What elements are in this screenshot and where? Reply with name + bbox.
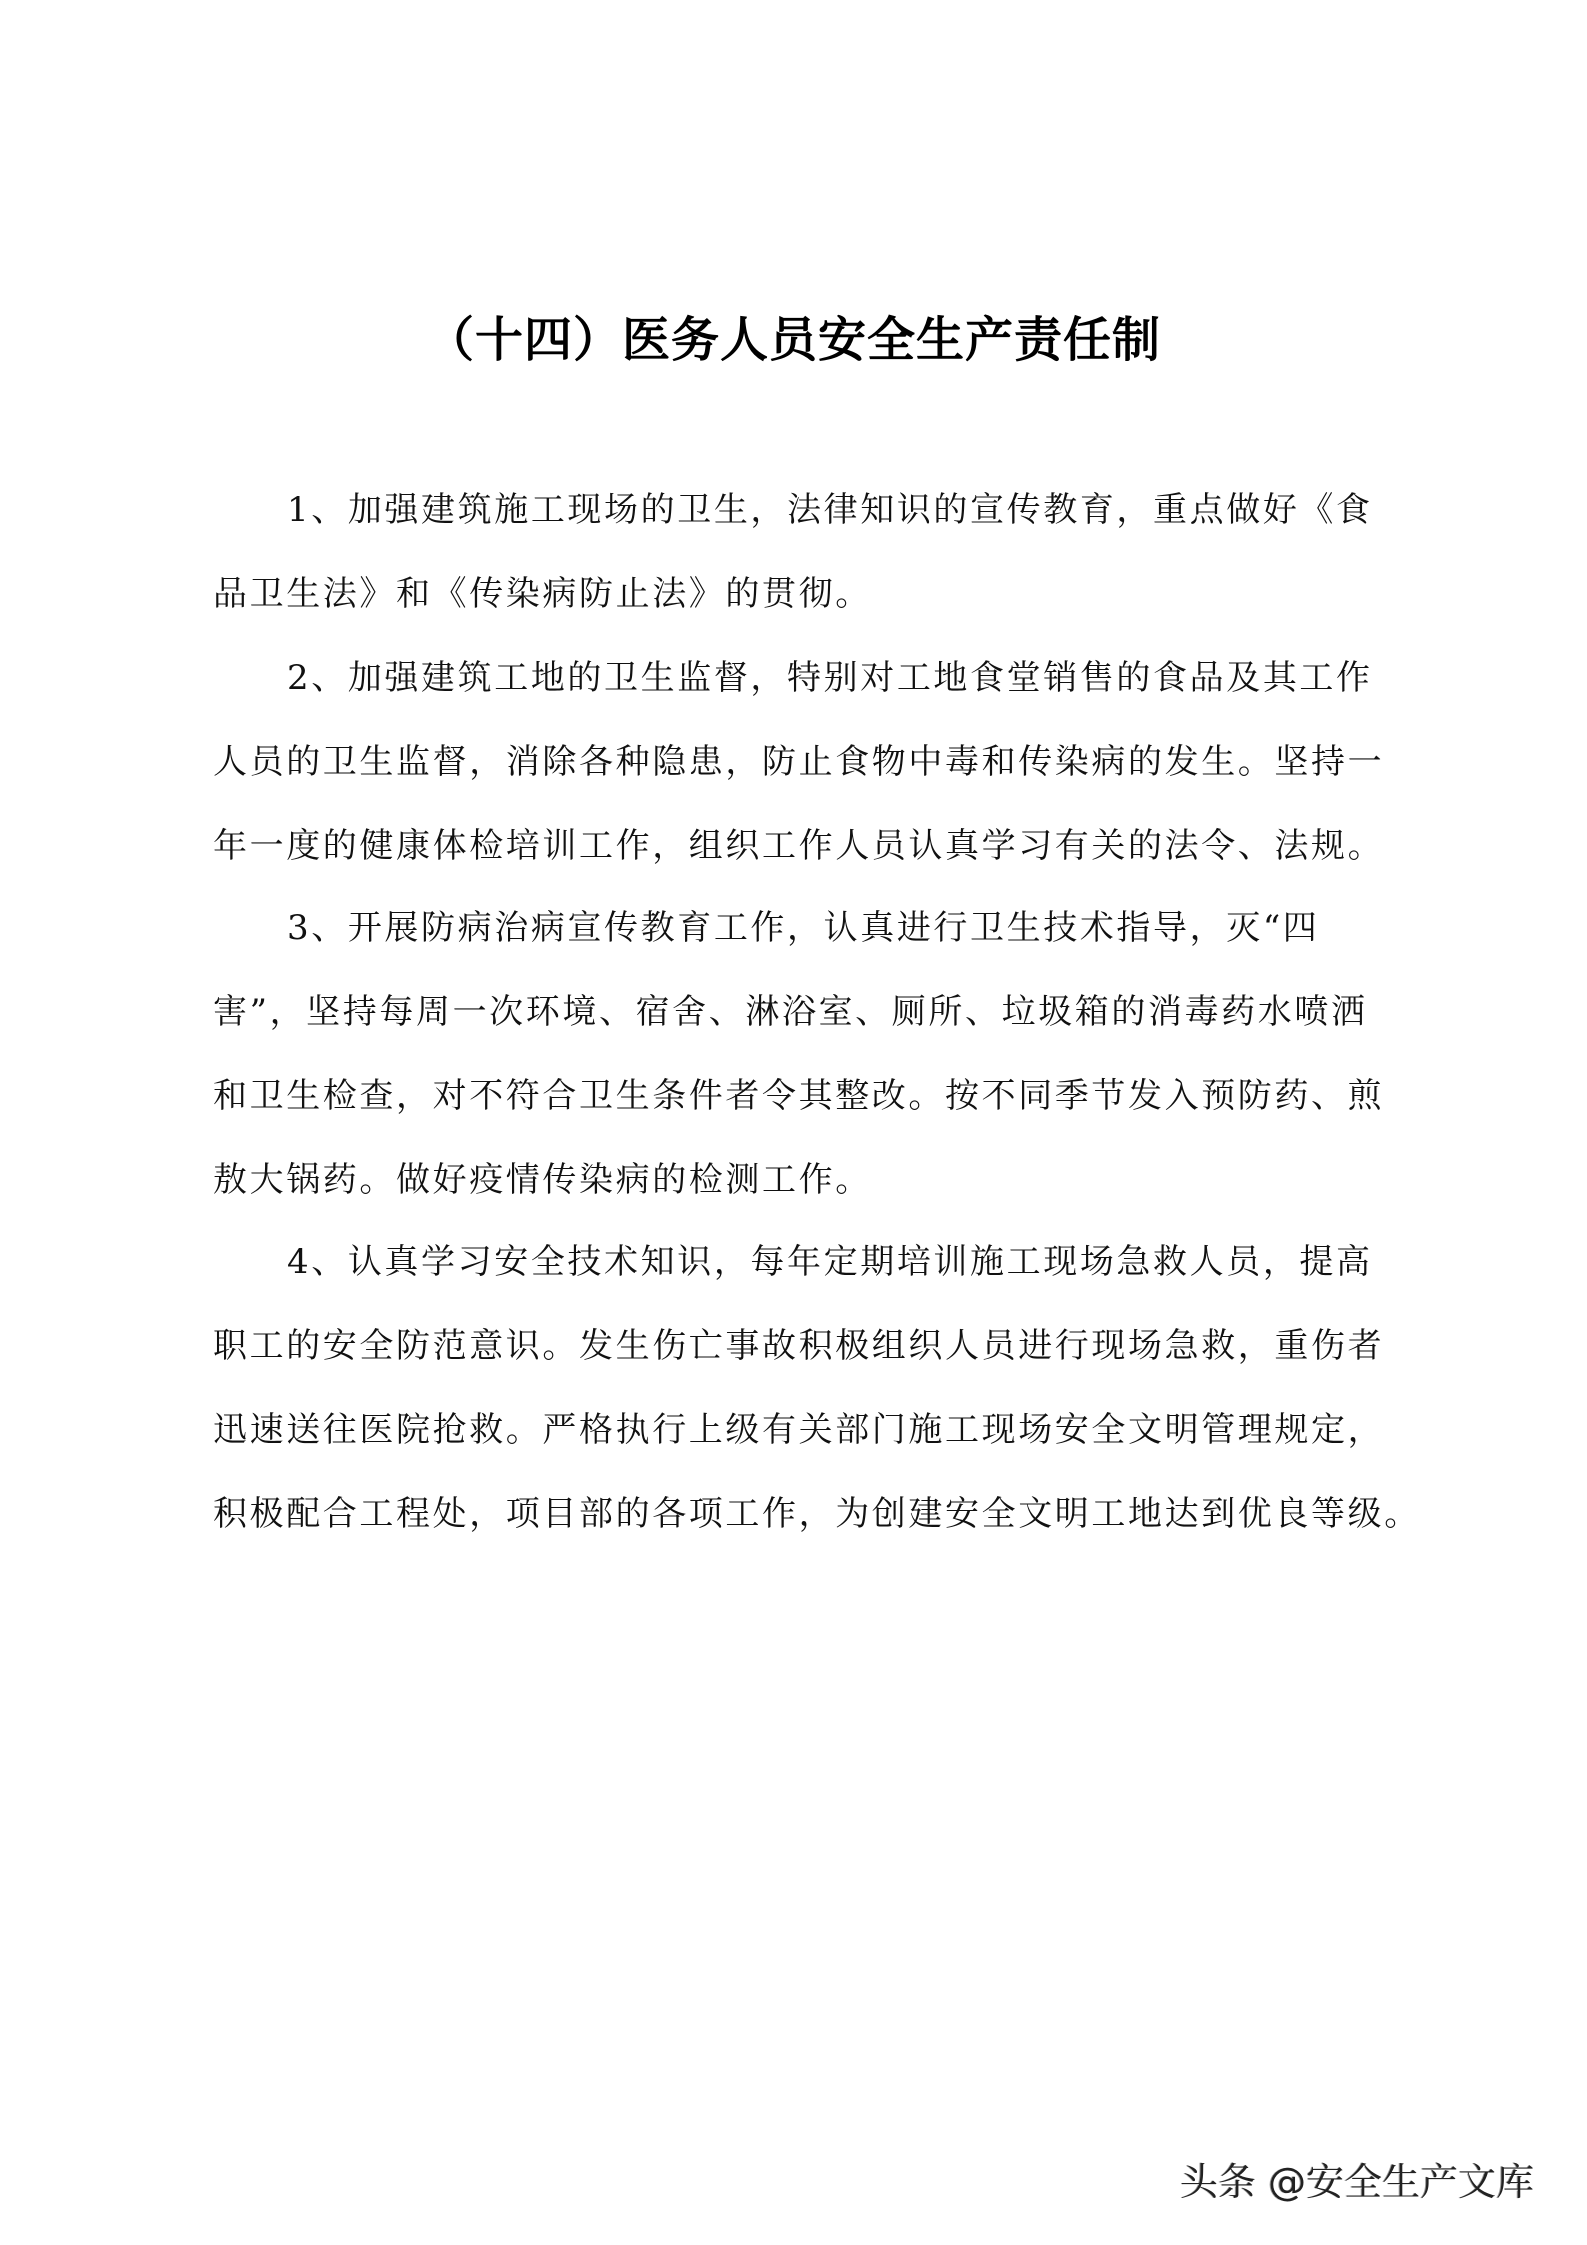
watermark: 头条 @安全生产文库 — [1180, 2160, 1535, 2204]
paragraph-1-line-2: 品卫生法》和《传染病防止法》的贯彻。 — [213, 574, 872, 614]
paragraph-3-line-4: 敖大锅药。做好疫情传染病的检测工作。 — [213, 1160, 872, 1200]
paragraph-2-line-3: 年一度的健康体检培训工作，组织工作人员认真学习有关的法令、法规。 — [213, 826, 1385, 866]
paragraph-3-line-2: 害”，坚持每周一次环境、宿舍、淋浴室、厕所、垃圾箱的消毒药水喷洒 — [213, 992, 1368, 1032]
paragraph-4-line-2: 职工的安全防范意识。发生伤亡事故积极组织人员进行现场急救，重伤者 — [213, 1326, 1385, 1366]
paragraph-4-line-1: 4、认真学习安全技术知识，每年定期培训施工现场急救人员，提高 — [287, 1242, 1373, 1282]
paragraph-4-line-4: 积极配合工程处，项目部的各项工作，为创建安全文明工地达到优良等级。 — [213, 1494, 1421, 1534]
paragraph-2-line-1: 2、加强建筑工地的卫生监督，特别对工地食堂销售的食品及其工作 — [287, 658, 1373, 698]
document-title: （十四）医务人员安全生产责任制 — [425, 312, 1161, 368]
paragraph-2-line-2: 人员的卫生监督，消除各种隐患，防止食物中毒和传染病的发生。坚持一 — [213, 742, 1385, 782]
paragraph-3-line-3: 和卫生检查，对不符合卫生条件者令其整改。按不同季节发入预防药、煎 — [213, 1076, 1385, 1116]
paragraph-1-line-1: 1、加强建筑施工现场的卫生，法律知识的宣传教育，重点做好《食 — [287, 490, 1373, 530]
paragraph-4-line-3: 迅速送往医院抢救。严格执行上级有关部门施工现场安全文明管理规定， — [213, 1410, 1385, 1450]
paragraph-3-line-1: 3、开展防病治病宣传教育工作，认真进行卫生技术指导，灭“四 — [287, 908, 1320, 948]
